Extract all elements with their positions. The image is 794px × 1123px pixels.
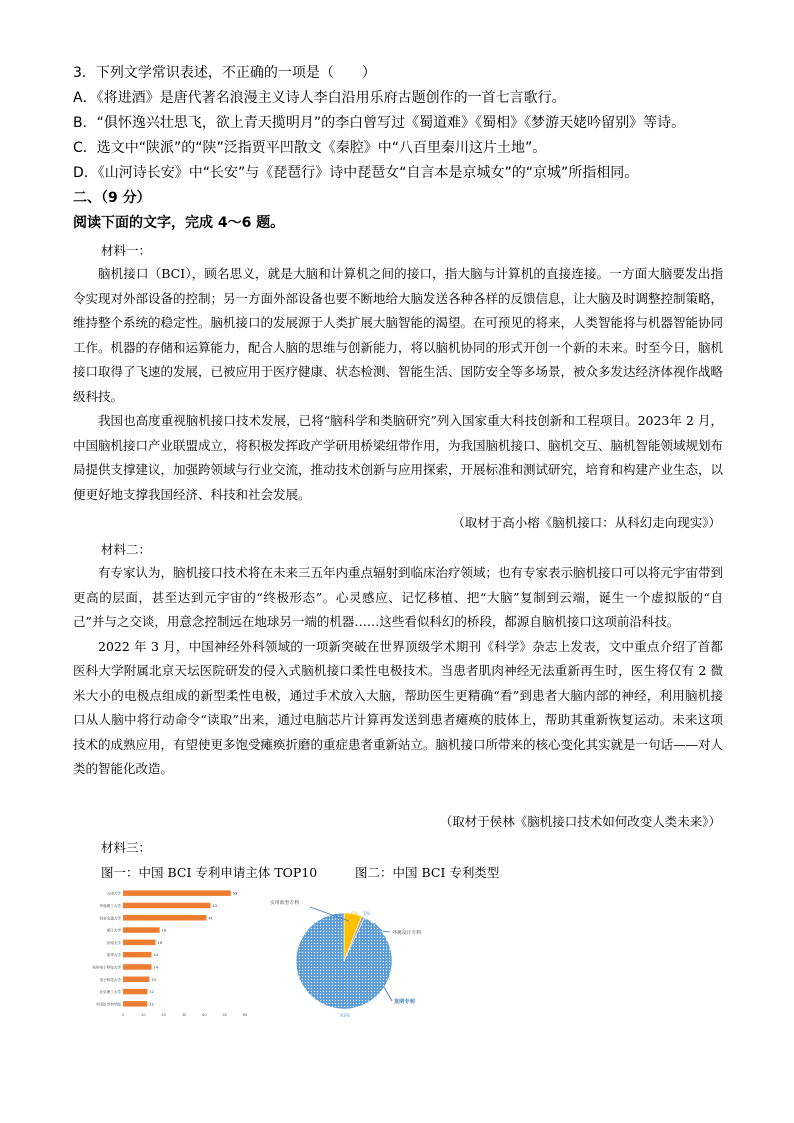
pie-category-label: 实用新型专利 bbox=[270, 901, 299, 906]
bar-category-label: 北京理工大学 bbox=[99, 990, 121, 995]
bar bbox=[123, 927, 160, 933]
option-c: C．选文中“陕派”的“陕”泛指贾平凹散文《秦腔》中“八百里秦川这片土地”。 bbox=[73, 140, 547, 156]
material1-source: （取材于高小榕《脑机接口：从科幻走向现实》） bbox=[452, 515, 721, 530]
bar bbox=[123, 1001, 147, 1007]
pie-value-label: 1% bbox=[363, 912, 371, 917]
question-stem: 3．下列文学常识表述，不正确的一项是（ ） bbox=[73, 65, 376, 81]
material3-label: 材料三： bbox=[101, 840, 152, 855]
bar-value-label: 12 bbox=[149, 990, 154, 995]
fig2-caption: 图二：中国 BCI 专利类型 bbox=[355, 865, 500, 880]
x-tick-label: 20 bbox=[161, 1013, 166, 1017]
section-heading: 二、（9 分） bbox=[73, 190, 151, 206]
fig1-caption: 图一：中国 BCI 专利申请主体 TOP10 bbox=[101, 865, 318, 880]
material1-label: 材料一： bbox=[101, 243, 152, 258]
material2-paragraph: 有专家认为，脑机接口技术将在未来三五年内重点辐射到临床治疗领域；也有专家表示脑机接口可以将元宇宙带到更高的层面，甚至达到元宇宙的“终极形态”。心灵感应、记忆移植、把“大脑”复制到云端，诞生一个虚拟版的“自己”并与之交谈，用意念控制远在地球另一端的机器……这些看似科幻的桥段，都源自脑机接口这项前沿科技。 bbox=[73, 565, 724, 629]
x-tick-label: 0 bbox=[121, 1013, 125, 1017]
pie-category-label: 外观设计专利 bbox=[392, 931, 421, 936]
option-a: A．《将进酒》是唐代著名浪漫主义诗人李白沿用乐府古题创作的一首七言歌行。 bbox=[73, 90, 566, 106]
x-tick-label: 60 bbox=[242, 1013, 248, 1017]
bar-category-label: 天津大学 bbox=[106, 891, 121, 896]
bar-value-label: 14 bbox=[153, 953, 159, 958]
bar-category-label: 电子科技大学 bbox=[99, 977, 121, 982]
bar-category-label: 华南理工大学 bbox=[99, 903, 121, 908]
pie-value-label: 6% bbox=[351, 912, 359, 917]
bar-value-label: 13 bbox=[151, 977, 157, 982]
x-tick-label: 50 bbox=[222, 1013, 227, 1017]
bar-category-label: 西安交通大学 bbox=[99, 916, 121, 921]
material2-paragraph: 2022 年 3 月，中国神经外科领域的一项新突破在世界顶级学术期刊《科学》杂志上发表，文中重点介绍了首都医科大学附属北京天坛医院研发的侵入式脑机接口柔性电极技术。当患者肌肉神经无法重新再生时，医生将仅有 2 微米大小的电极点组成的新型柔性电极，通过手术放入大脑，帮助医生更精确“看”到患者大脑内部的神经，利用脑机接口从人脑中将行动命令“读取”出来，通过电脑芯片计算再发送到患者瘫痪的肢体上，帮助其重新恢复运动。未来这项技术的成熟应用，有望使更多饱受瘫痪折磨的重症患者重新站立。脑机接口所带来的核心变化其实就是一句话——对人类的智能化改造。 bbox=[73, 638, 724, 776]
bar-value-label: 18 bbox=[161, 928, 167, 933]
material1-paragraph: 我国也高度重视脑机接口技术发展，已将“脑科学和类脑研究”列入国家重大科技创新和工程项目。2023年 2 月，中国脑机接口产业联盟成立，将积极发挥政产学研用桥梁纽带作用，为我国脑机接口、脑机交互、脑机智能领域规划布局提供支撑建议，加强跨领域与行业交流，推动技术创新与应用探索，开展标准和测试研究，培育和构建产业生态，以便更好地支撑我国经济、科技和社会发展。 bbox=[73, 413, 724, 502]
pie-slice bbox=[296, 913, 392, 1009]
bar-value-label: 41 bbox=[208, 916, 213, 921]
bar bbox=[123, 989, 147, 995]
bar-value-label: 16 bbox=[157, 940, 163, 945]
bar bbox=[123, 964, 151, 970]
bar-category-label: 杭州电子科技大学 bbox=[92, 965, 121, 970]
material2-label: 材料二： bbox=[101, 542, 152, 557]
bar bbox=[123, 952, 151, 958]
bar-value-label: 12 bbox=[149, 1002, 154, 1007]
pie-value-label: 93% bbox=[340, 1014, 351, 1019]
bar bbox=[123, 903, 210, 909]
bar-value-label: 43 bbox=[212, 903, 218, 908]
bci-patent-applicants-chart bbox=[85, 883, 260, 1028]
x-tick-label: 30 bbox=[181, 1013, 187, 1017]
bar-value-label: 14 bbox=[153, 965, 159, 970]
bar-value-label: 53 bbox=[232, 891, 238, 896]
pie-category-label: 发明专利 bbox=[394, 999, 415, 1005]
x-tick-label: 40 bbox=[202, 1013, 207, 1017]
bar bbox=[123, 915, 206, 921]
bar-category-label: 浙江大学 bbox=[106, 928, 121, 933]
bar bbox=[123, 977, 149, 983]
bar-category-label: 清华大学 bbox=[106, 953, 121, 958]
pie-leader-line bbox=[384, 987, 392, 1001]
option-d: D．《山河诗长安》中“长安”与《琵琶行》诗中琵琶女“自言本是京城女”的“京城”所指相同。 bbox=[73, 165, 639, 181]
bar-category-label: 中国医学科学院 bbox=[95, 1002, 121, 1007]
bci-patent-types-chart bbox=[262, 885, 462, 1030]
material1-paragraph: 脑机接口（BCI），顾名思义，就是大脑和计算机之间的接口，指大脑与计算机的直接连接。一方面大脑要发出指令实现对外部设备的控制；另一方面外部设备也要不断地给大脑发送各种各样的反馈信息，让大脑及时调整控制策略，维持整个系统的稳定性。脑机接口的发展源于人类扩展大脑智能的渴望。在可预见的将来，人类智能将与机器智能协同工作。机器的存储和运算能力，配合人脑的思维与创新能力，将以脑机协同的形式开创一个新的未来。时至今日，脑机接口取得了飞速的发展，已被应用于医疗健康、状态检测、智能生活、国防安全等多场景，被众多发达经济体视作战略级科技。 bbox=[73, 266, 724, 404]
material2-body bbox=[73, 561, 723, 782]
bar bbox=[123, 890, 231, 896]
reading-instruction: 阅读下面的文字，完成 4～6 题。 bbox=[73, 215, 285, 231]
option-b: B．“俱怀逸兴壮思飞，欲上青天揽明月”的李白曾写过《蜀道难》《蜀相》《梦游天姥吟留别》等诗。 bbox=[73, 115, 686, 131]
bar-category-label: 东南大学 bbox=[106, 940, 121, 945]
material2-source: （取材于侯林《脑机接口技术如何改变人类未来》） bbox=[439, 814, 721, 829]
x-tick-label: 10 bbox=[141, 1013, 146, 1017]
bar bbox=[123, 940, 156, 946]
material1-body bbox=[73, 262, 723, 507]
